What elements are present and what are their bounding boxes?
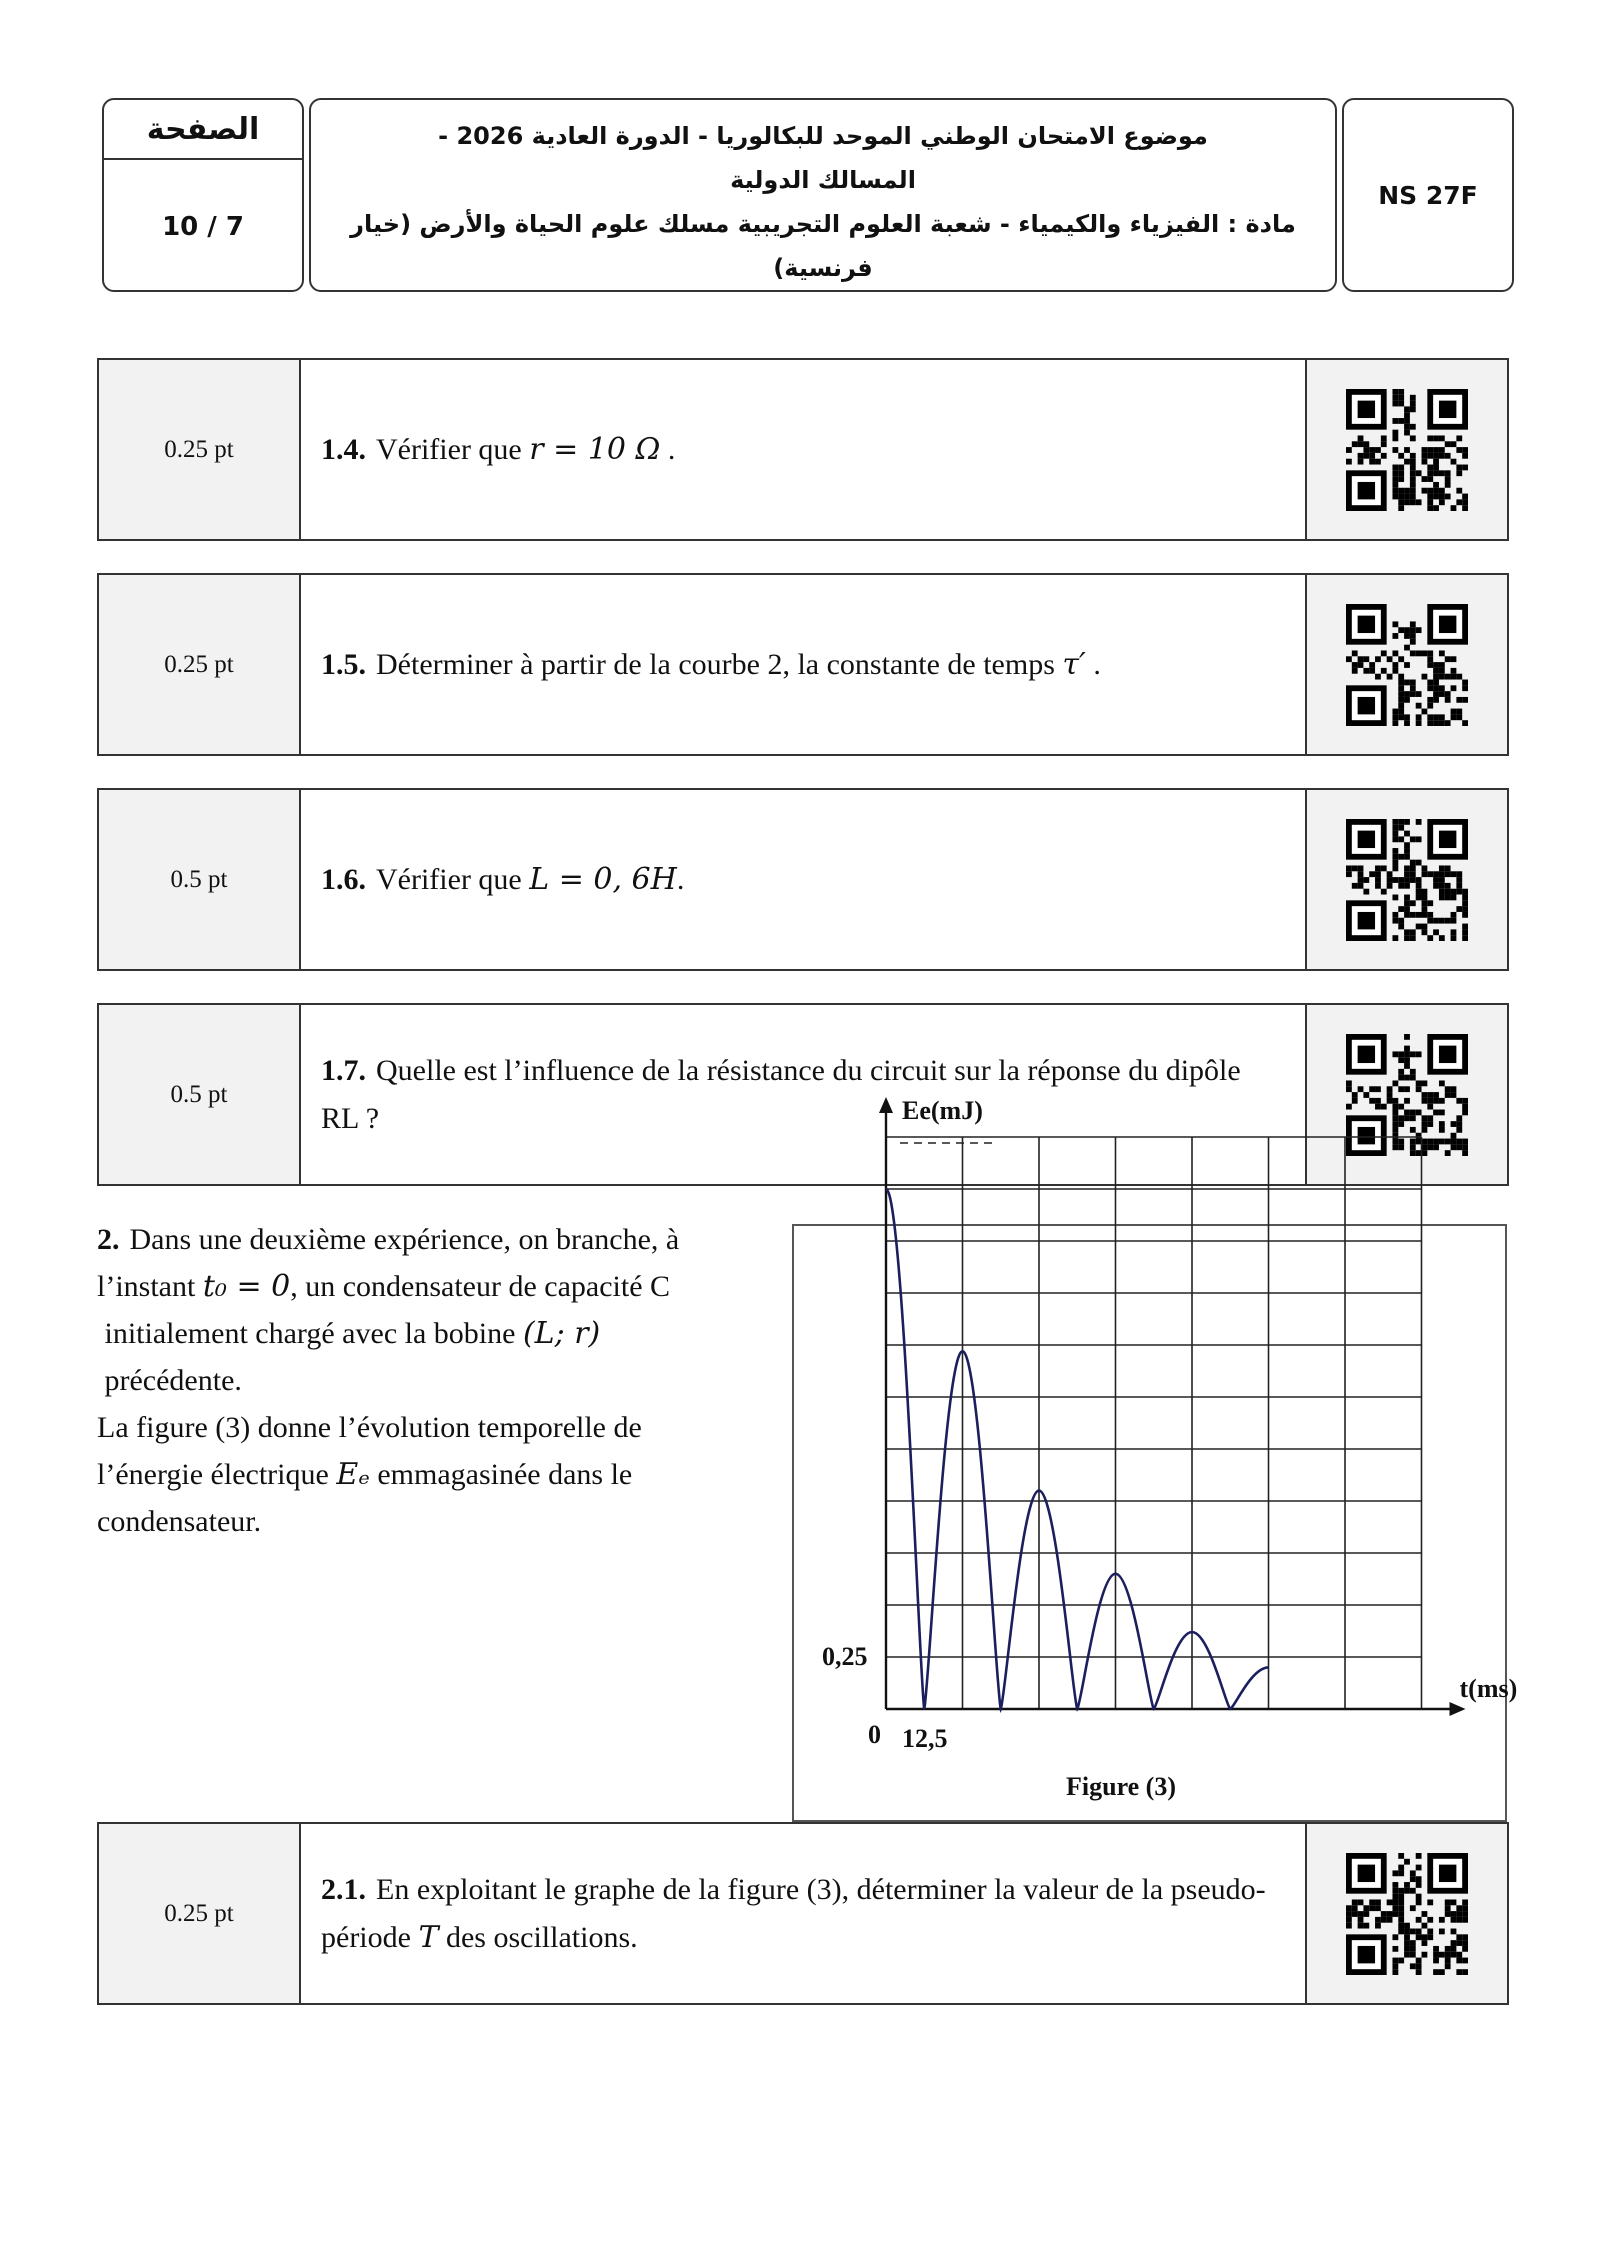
question-text: 1.5. Déterminer à partir de la courbe 2, la constante de temps τ′ . (321, 646, 1101, 682)
points-cell: 0.5 pt (99, 790, 301, 969)
math-expression: τ′ (1062, 646, 1086, 682)
points-cell: 0.25 pt (99, 1824, 301, 2003)
exercise-number: 2. (97, 1223, 120, 1256)
exercise-intro: 2. Dans une deuxième expérience, on branche, à l’instant t₀ = 0, un condensateur de capacité C initialement chargé avec la bobine (L; r) précédente. La figure (3) donne l’évolution temporelle de l’énergie électrique Eₑ emmagasinée dans le condensateur. (97, 1223, 680, 1538)
question-row (97, 788, 1509, 971)
page-label: الصفحة (104, 100, 302, 160)
points-cell: 0.25 pt (99, 360, 301, 539)
exam-code: NS 27F (1378, 180, 1478, 210)
question-row (97, 1003, 1509, 1186)
x-axis-arrow (1450, 1702, 1466, 1716)
qr-code-icon (1346, 604, 1468, 726)
qr-code-cell (1305, 1824, 1507, 2003)
question-number: 1.4. (321, 432, 366, 466)
qr-code-cell (1305, 1005, 1507, 1184)
question-number: 2.1. (321, 1872, 366, 1906)
question-row (97, 573, 1509, 756)
y-tick-label: 0,25 (822, 1642, 868, 1671)
exam-title-line3: مادة : الفيزياء والكيمياء - شعبة العلوم التجريبية مسلك علوم الحياة والأرض (خيار (350, 210, 1296, 238)
x-tick-label: 0 (868, 1720, 881, 1749)
page-number: 10 / 7 (162, 212, 244, 242)
qr-code-cell (1305, 360, 1507, 539)
qr-code-icon (1346, 389, 1468, 511)
qr-code-cell (1305, 575, 1507, 754)
question-row (97, 358, 1509, 541)
qr-code-icon (1346, 819, 1468, 941)
exam-title-line2: المسالك الدولية (730, 166, 916, 194)
question-text: 2.1. En exploitant le graphe de la figure (3), déterminer la valeur de la pseudo-période T des oscillations. (321, 1872, 1266, 1955)
page-number-box (102, 98, 304, 292)
question-text: 1.6. Vérifier que L = 0, 6H. (321, 861, 685, 897)
energy-chart (794, 1096, 1518, 1820)
math-expression: (L; r) (522, 1316, 601, 1351)
math-expression: r = 10 Ω (529, 431, 661, 467)
points-cell: 0.5 pt (99, 1005, 301, 1184)
math-expression: Eₑ (336, 1457, 370, 1492)
question-number: 1.5. (321, 647, 366, 681)
y-axis-label: Ee(mJ) (902, 1096, 983, 1125)
question-text: 1.4. Vérifier que r = 10 Ω . (321, 431, 676, 467)
math-expression: t₀ = 0 (202, 1269, 291, 1304)
question-number: 1.6. (321, 862, 366, 896)
exam-title-box (309, 98, 1337, 292)
x-axis-label: t(ms) (1459, 1674, 1518, 1703)
exam-code-box (1342, 98, 1514, 292)
question-text: 1.7. Quelle est l’influence de la résistance du circuit sur la réponse du dipôle RL ? (321, 1053, 1241, 1135)
figure-caption: Figure (3) (1066, 1772, 1176, 1801)
qr-code-cell (1305, 790, 1507, 969)
math-expression: T (418, 1919, 439, 1955)
qr-code-icon (1346, 1853, 1468, 1975)
question-row (97, 1822, 1509, 2005)
figure-3 (792, 1096, 1518, 1822)
math-expression: L = 0, 6H (529, 861, 677, 897)
exam-title-line1: موضوع الامتحان الوطني الموحد للبكالوريا - الدورة العادية 2026 - (438, 122, 1208, 150)
question-number: 1.7. (321, 1053, 366, 1087)
exam-title-line4: فرنسية) (773, 254, 873, 282)
points-cell: 0.25 pt (99, 575, 301, 754)
x-tick-label: 12,5 (902, 1724, 948, 1753)
